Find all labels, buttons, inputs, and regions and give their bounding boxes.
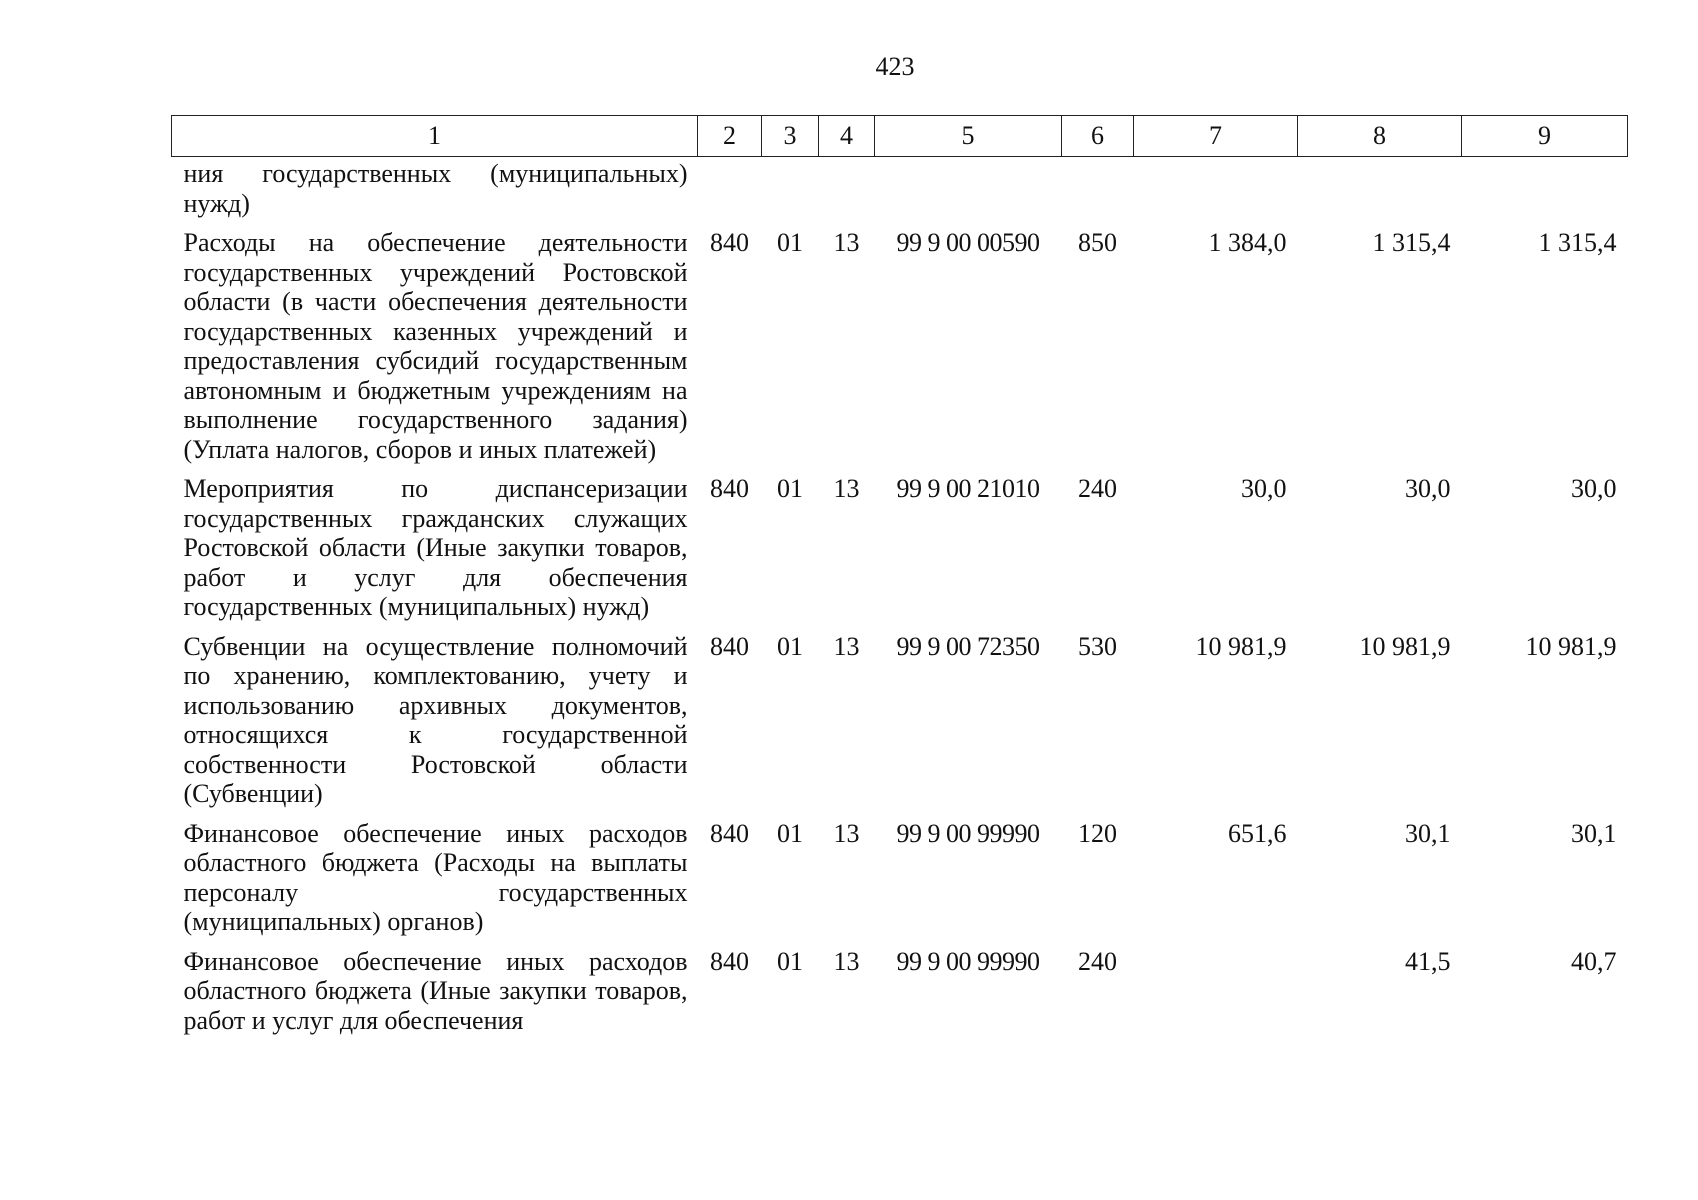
ministry-code: 840 <box>710 818 749 848</box>
table-row <box>172 947 1628 1046</box>
ministry-code <box>698 157 762 229</box>
header-row <box>172 116 1628 157</box>
expense-name: Финансовое обеспечение иных расходов областного бюджета (Иные закупки товаров, работ и услуг для обеспечения <box>183 946 688 1035</box>
amount-col-9: 30,1 <box>1571 818 1617 848</box>
expense-type-code: 530 <box>1078 631 1117 661</box>
target-article-code: 99 9 00 99990 <box>896 818 1040 848</box>
page-number: 423 <box>875 52 915 81</box>
column-header-8: 8 <box>1298 116 1462 157</box>
target-article-code: 99 9 00 99990 <box>896 946 1040 976</box>
section-code: 01 <box>777 228 803 257</box>
column-header-7: 7 <box>1134 116 1298 157</box>
expense-name: ния государственных (муниципальных) нужд) <box>183 159 688 218</box>
expense-name: Расходы на обеспечение деятельности государственных учреждений Ростовской области (в части обеспечения деятельности государственных казенных учреждений и предоставления субсидий государственным автономным и бюджетным учреждениям на выполнение государственного задания) (Уплата налогов, сборов и иных платежей) <box>183 228 688 464</box>
target-article-code: 99 9 00 21010 <box>896 474 1040 503</box>
amount-col-9: 40,7 <box>1571 946 1617 976</box>
expense-name: Мероприятия по диспансеризации государственных гражданских служащих Ростовской области (Иные закупки товаров, работ и услуг для обеспечения государственных (муниципальных) нужд) <box>183 474 688 621</box>
target-article-code: 99 9 00 72350 <box>896 631 1040 661</box>
amount-col-8: 1 315,4 <box>1372 228 1451 257</box>
budget-table <box>171 115 1628 1045</box>
section-code <box>762 157 819 229</box>
amount-col-9: 10 981,9 <box>1525 631 1617 661</box>
expense-type-code: 120 <box>1078 818 1117 848</box>
ministry-code: 840 <box>710 631 749 661</box>
subsection-code: 13 <box>833 474 860 503</box>
expense-type-code: 240 <box>1078 946 1117 976</box>
subsection-code: 13 <box>833 228 860 257</box>
amount-col-7: 10 981,9 <box>1195 631 1287 661</box>
subsection-code: 13 <box>833 818 860 848</box>
amount-col-9: 30,0 <box>1571 474 1617 503</box>
ministry-code: 840 <box>710 474 749 503</box>
amount-col-8: 41,5 <box>1405 946 1451 976</box>
amount-col-8: 30,1 <box>1405 818 1451 848</box>
section-code: 01 <box>777 946 803 976</box>
table-body <box>172 157 1628 1046</box>
ministry-code: 840 <box>710 946 749 976</box>
amount-col-8: 30,0 <box>1405 474 1451 503</box>
subsection-code: 13 <box>833 631 860 661</box>
column-header-9: 9 <box>1462 116 1628 157</box>
expense-name: Финансовое обеспечение иных расходов областного бюджета (Расходы на выплаты персоналу государственных (муниципальных) органов) <box>183 818 688 936</box>
table-row <box>172 632 1628 819</box>
amount-col-9 <box>1462 157 1628 229</box>
expense-type-code <box>1062 157 1134 229</box>
expense-type-code: 240 <box>1078 474 1117 503</box>
subsection-code <box>819 157 875 229</box>
amount-col-7 <box>1134 947 1298 1046</box>
ministry-code: 840 <box>710 228 749 257</box>
target-article-code <box>875 157 1062 229</box>
section-code: 01 <box>777 818 803 848</box>
amount-col-7: 30,0 <box>1241 474 1287 503</box>
table-header <box>172 116 1628 157</box>
expense-name: Субвенции на осуществление полномочий по хранению, комплектованию, учету и использованию архивных документов, относящихся к государственной собственности Ростовской области (Субвенции) <box>183 631 688 808</box>
target-article-code: 99 9 00 00590 <box>896 228 1040 257</box>
amount-col-7 <box>1134 157 1298 229</box>
table-row <box>172 157 1628 229</box>
expense-type-code: 850 <box>1078 228 1117 257</box>
section-code: 01 <box>777 474 803 503</box>
table-row <box>172 474 1628 632</box>
column-header-2: 2 <box>698 116 762 157</box>
column-header-6: 6 <box>1062 116 1134 157</box>
column-header-4: 4 <box>819 116 875 157</box>
column-header-3: 3 <box>762 116 819 157</box>
table-row <box>172 228 1628 474</box>
column-header-5: 5 <box>875 116 1062 157</box>
amount-col-8: 10 981,9 <box>1359 631 1451 661</box>
column-header-1: 1 <box>172 116 698 157</box>
table-row <box>172 819 1628 947</box>
amount-col-9: 1 315,4 <box>1538 228 1617 257</box>
section-code: 01 <box>777 631 803 661</box>
amount-col-7: 651,6 <box>1228 818 1287 848</box>
amount-col-7: 1 384,0 <box>1208 228 1287 257</box>
amount-col-8 <box>1298 157 1462 229</box>
subsection-code: 13 <box>833 946 860 976</box>
